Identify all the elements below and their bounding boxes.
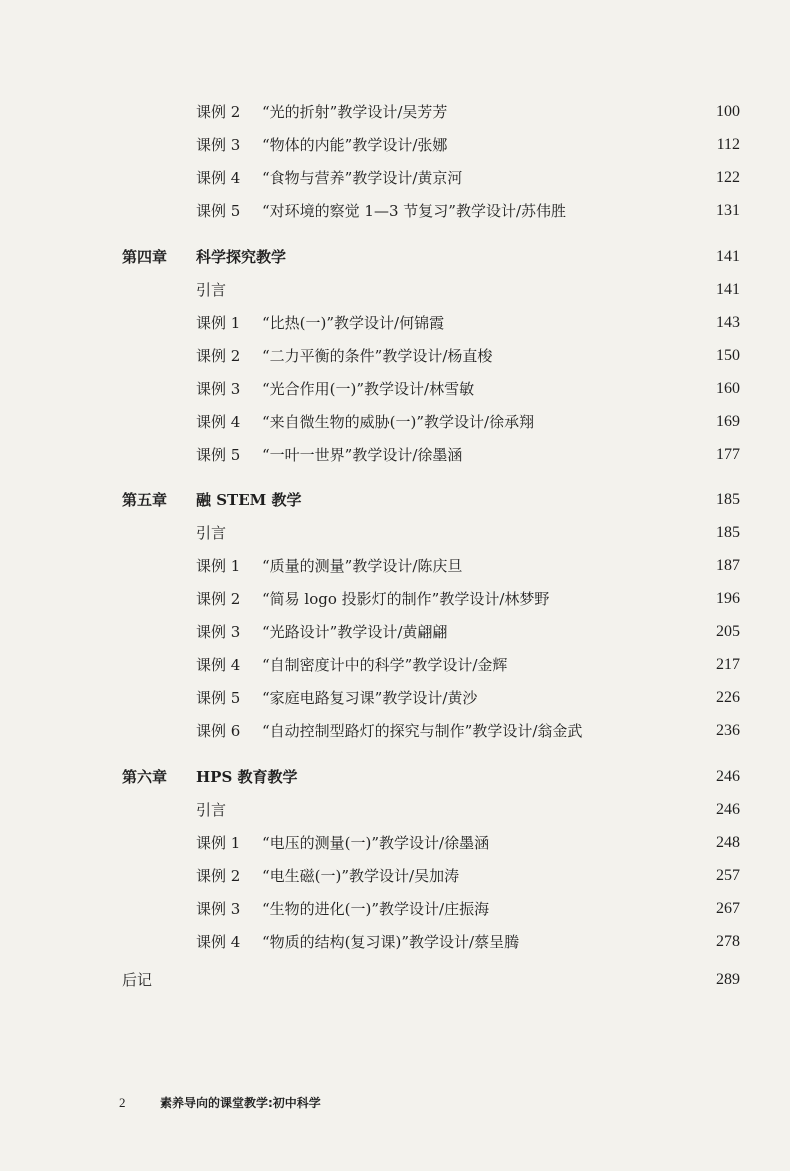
toc-entry-page-number: 185 <box>716 491 740 508</box>
toc-entry-page-number: 187 <box>716 557 740 574</box>
toc-entry-title: “光路设计”教学设计/黄翩翩 <box>262 623 448 641</box>
toc-entry-label: 课例 2 <box>196 103 241 121</box>
toc-entry-title: “电压的测量(一)”教学设计/徐墨涵 <box>262 834 490 852</box>
toc-entry-row <box>0 894 790 924</box>
toc-entry-label: 引言 <box>196 801 227 819</box>
toc-entry-row <box>0 795 790 825</box>
toc-entry-title: “生物的进化(一)”教学设计/庄振海 <box>262 900 490 918</box>
toc-entry-title: “物质的结构(复习课)”教学设计/蔡呈腾 <box>262 933 520 951</box>
toc-entry-label: 课例 5 <box>196 689 241 707</box>
toc-entry-page-number: 196 <box>716 590 740 607</box>
toc-entry-page-number: 150 <box>716 347 740 364</box>
toc-entry-label: 课例 5 <box>196 202 241 220</box>
toc-entry-title: “自动控制型路灯的探究与制作”教学设计/翁金武 <box>262 722 583 740</box>
toc-entry-label: 课例 2 <box>196 590 241 608</box>
toc-entry-row <box>0 130 790 160</box>
toc-entry-row <box>0 308 790 338</box>
toc-entry-label: 课例 1 <box>196 314 241 332</box>
toc-chapter-row <box>0 485 790 515</box>
toc-entry-label: 课例 6 <box>196 722 241 740</box>
toc-entry-page-number: 289 <box>716 971 740 988</box>
toc-entry-row <box>0 163 790 193</box>
toc-entry-page-number: 217 <box>716 656 740 673</box>
toc-entry-title: “光的折射”教学设计/吴芳芳 <box>262 103 448 121</box>
toc-entry-label: 课例 3 <box>196 900 241 918</box>
toc-entry-label: 课例 4 <box>196 413 241 431</box>
toc-entry-row <box>0 650 790 680</box>
toc-entry-page-number: 177 <box>716 446 740 463</box>
toc-entry-title: “质量的测量”教学设计/陈庆旦 <box>262 557 463 575</box>
toc-entry-label: 课例 2 <box>196 347 241 365</box>
toc-entry-row <box>0 927 790 957</box>
toc-entry-page-number: 248 <box>716 834 740 851</box>
toc-entry-title: “对环境的察觉 1—3 节复习”教学设计/苏伟胜 <box>262 202 567 220</box>
toc-entry-label: 后记 <box>122 971 153 989</box>
toc-entry-page-number: 205 <box>716 623 740 640</box>
toc-entry-page-number: 278 <box>716 933 740 950</box>
toc-entry-label: 第五章 <box>122 491 168 509</box>
toc-entry-label: 引言 <box>196 281 227 299</box>
toc-entry-page-number: 141 <box>716 281 740 298</box>
footer-book-title: 素养导向的课堂教学:初中科学 <box>160 1096 321 1110</box>
toc-chapter-row <box>0 242 790 272</box>
toc-entry-label: 课例 4 <box>196 169 241 187</box>
toc-entry-title: “简易 logo 投影灯的制作”教学设计/林梦野 <box>262 590 550 608</box>
toc-entry-row <box>0 716 790 746</box>
toc-entry-label: 第六章 <box>122 768 168 786</box>
toc-entry-row <box>0 407 790 437</box>
toc-entry-page-number: 131 <box>716 202 740 219</box>
toc-entry-page-number: 143 <box>716 314 740 331</box>
toc-entry-row <box>0 551 790 581</box>
toc-entry-row <box>0 440 790 470</box>
toc-entry-page-number: 226 <box>716 689 740 706</box>
toc-entry-row <box>0 965 790 995</box>
toc-entry-title: HPS 教育教学 <box>196 768 298 786</box>
toc-entry-title: “家庭电路复习课”教学设计/黄沙 <box>262 689 478 707</box>
toc-entry-row <box>0 518 790 548</box>
toc-entry-row <box>0 861 790 891</box>
toc-entry-row <box>0 97 790 127</box>
toc-entry-row <box>0 617 790 647</box>
toc-entry-row <box>0 275 790 305</box>
toc-entry-page-number: 141 <box>716 248 740 265</box>
toc-chapter-row <box>0 762 790 792</box>
toc-entry-label: 课例 3 <box>196 623 241 641</box>
toc-entry-page-number: 267 <box>716 900 740 917</box>
toc-entry-title: “自制密度计中的科学”教学设计/金辉 <box>262 656 508 674</box>
toc-entry-label: 第四章 <box>122 248 168 266</box>
toc-entry-title: “一叶一世界”教学设计/徐墨涵 <box>262 446 463 464</box>
toc-entry-label: 课例 3 <box>196 380 241 398</box>
toc-entry-label: 课例 4 <box>196 933 241 951</box>
toc-entry-title: “食物与营养”教学设计/黄京河 <box>262 169 463 187</box>
toc-entry-row <box>0 584 790 614</box>
page-footer <box>0 1092 790 1114</box>
toc-entry-title: “光合作用(一)”教学设计/林雪敏 <box>262 380 475 398</box>
toc-entry-row <box>0 196 790 226</box>
footer-page-number: 2 <box>119 1095 126 1110</box>
toc-entry-page-number: 257 <box>716 867 740 884</box>
toc-entry-title: 科学探究教学 <box>196 248 287 266</box>
toc-entry-title: “二力平衡的条件”教学设计/杨直梭 <box>262 347 493 365</box>
toc-entry-page-number: 112 <box>716 136 740 153</box>
toc-entry-label: 课例 4 <box>196 656 241 674</box>
toc-entry-label: 引言 <box>196 524 227 542</box>
toc-entry-row <box>0 341 790 371</box>
toc-entry-label: 课例 1 <box>196 834 241 852</box>
toc-entry-page-number: 246 <box>716 801 740 818</box>
toc-entry-title: “物体的内能”教学设计/张娜 <box>262 136 448 154</box>
toc-entry-title: “电生磁(一)”教学设计/吴加涛 <box>262 867 460 885</box>
toc-entry-label: 课例 5 <box>196 446 241 464</box>
toc-entry-page-number: 236 <box>716 722 740 739</box>
toc-entry-label: 课例 3 <box>196 136 241 154</box>
toc-entry-page-number: 246 <box>716 768 740 785</box>
toc-entry-row <box>0 683 790 713</box>
toc-entry-page-number: 160 <box>716 380 740 397</box>
toc-entry-page-number: 169 <box>716 413 740 430</box>
toc-entry-page-number: 100 <box>716 103 740 120</box>
toc-entry-label: 课例 1 <box>196 557 241 575</box>
toc-entry-page-number: 122 <box>716 169 740 186</box>
toc-entry-title: “来自微生物的威胁(一)”教学设计/徐承翔 <box>262 413 535 431</box>
toc-entry-row <box>0 374 790 404</box>
toc-entry-title: 融 STEM 教学 <box>196 491 302 509</box>
toc-entry-label: 课例 2 <box>196 867 241 885</box>
toc-entry-page-number: 185 <box>716 524 740 541</box>
toc-entry-title: “比热(一)”教学设计/何锦霞 <box>262 314 445 332</box>
toc-entry-row <box>0 828 790 858</box>
